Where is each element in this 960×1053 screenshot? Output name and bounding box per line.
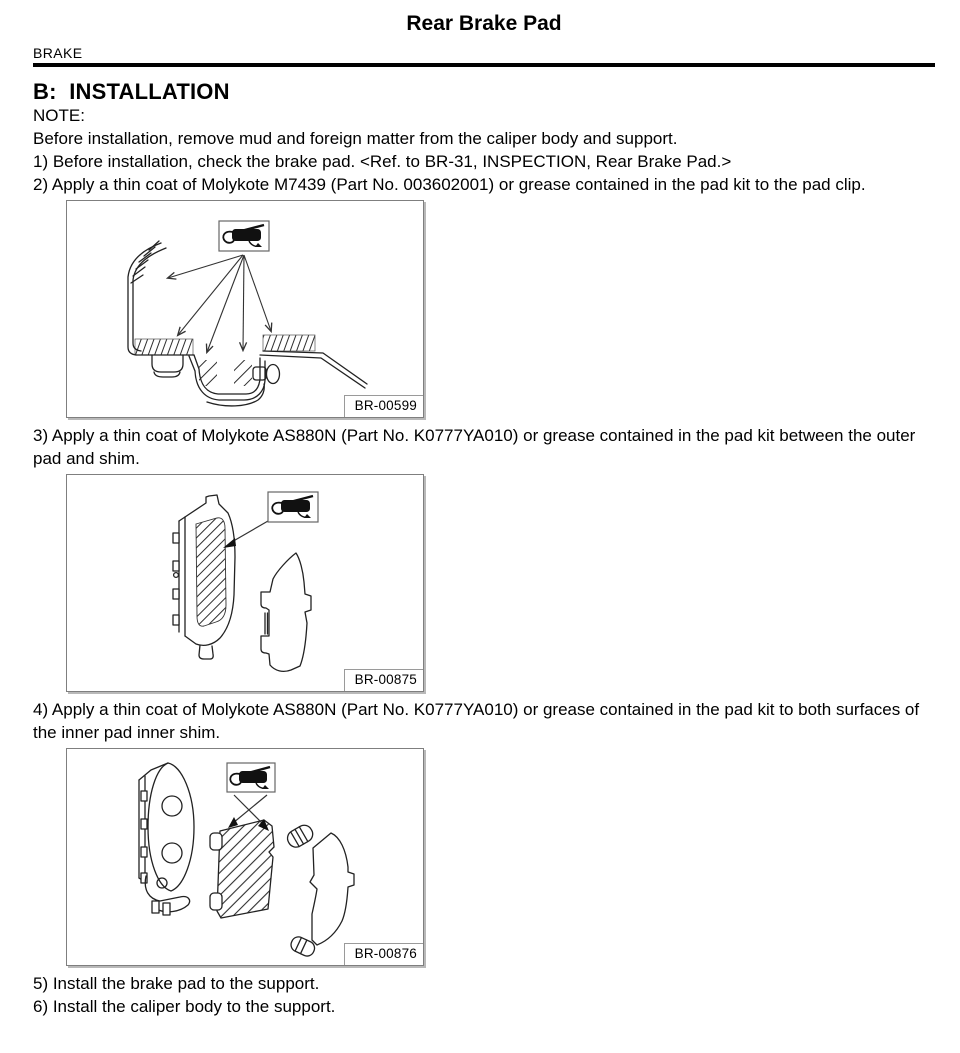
figure-label: BR-00876: [344, 943, 423, 965]
header-rule: [33, 63, 935, 67]
outer-pad-drawing: [67, 475, 423, 691]
figure-label: BR-00875: [344, 669, 423, 691]
grease-applicator-icon: [268, 492, 318, 522]
step-5: 5) Install the brake pad to the support.: [33, 974, 320, 993]
inner-pad-drawing: [67, 749, 423, 965]
figure-inner-pad-shim: [66, 748, 424, 966]
step-6: 6) Install the caliper body to the support.: [33, 997, 336, 1016]
figure-outer-pad-shim: [66, 474, 424, 692]
grease-applicator-icon: [227, 763, 275, 792]
page-title: Rear Brake Pad: [406, 12, 562, 35]
grease-applicator-icon: [219, 221, 269, 251]
figure-label: BR-00599: [344, 395, 423, 417]
pad-clip-drawing: [67, 201, 423, 417]
figure-pad-clip: [66, 200, 424, 418]
step-4: 4) Apply a thin coat of Molykote AS880N (Part No. K0777YA010) or grease contained in the pad kit to both surfaces of the inner pad inner shim.: [33, 700, 920, 742]
section-breadcrumb: BRAKE: [33, 45, 83, 61]
note-text: Before installation, remove mud and foreign matter from the caliper body and support.: [33, 129, 678, 148]
step-2: 2) Apply a thin coat of Molykote M7439 (Part No. 003602001) or grease contained in the pad kit to the pad clip.: [33, 175, 866, 194]
step-3: 3) Apply a thin coat of Molykote AS880N (Part No. K0777YA010) or grease contained in the pad kit between the outer pad and shim.: [33, 426, 916, 468]
step-1: 1) Before installation, check the brake pad. <Ref. to BR-31, INSPECTION, Rear Brake Pad.>: [33, 152, 732, 171]
note-label: NOTE:: [33, 106, 85, 125]
section-heading: B: INSTALLATION: [33, 79, 230, 104]
